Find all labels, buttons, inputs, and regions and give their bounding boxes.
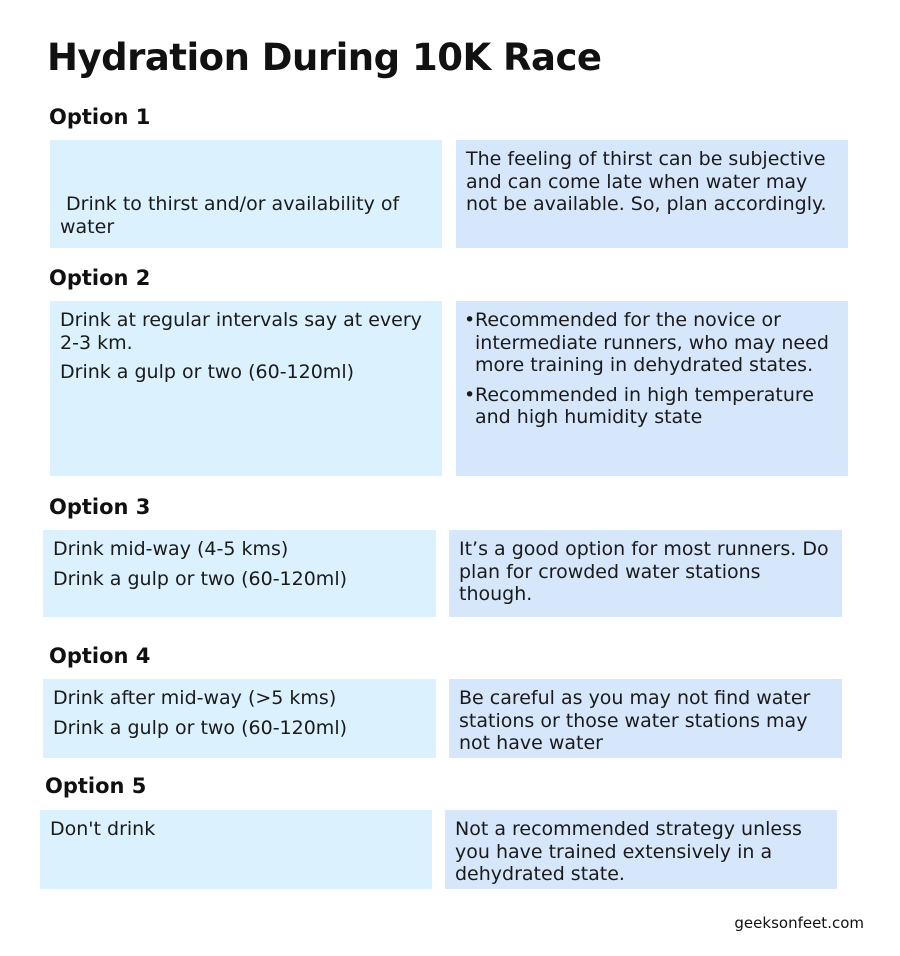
option-2-notes-list <box>464 309 838 429</box>
option-3-strategy-line-2: Drink a gulp or two (60-120ml) <box>53 567 348 590</box>
option-1-notes <box>456 140 848 248</box>
option-2-notes <box>456 301 848 476</box>
site-credit: geeksonfeet.com <box>734 914 864 932</box>
option-1-strategy-text: Drink to thirst and/or availability of water <box>60 193 406 238</box>
option-5-strategy <box>40 810 432 889</box>
option-1-strategy <box>50 140 442 248</box>
option-3-note-text: It’s a good option for most runners. Do plan for crowded water stations though. <box>459 538 829 605</box>
option-2-strategy-line-1: Drink at regular intervals say at every 2-3 km. <box>60 309 422 354</box>
option-3-label: Option 3 <box>49 495 151 519</box>
option-2-label: Option 2 <box>49 266 151 290</box>
option-5-label: Option 5 <box>45 774 147 798</box>
page-title: Hydration During 10K Race <box>47 36 602 79</box>
option-3-strategy <box>43 530 436 617</box>
option-3-notes <box>449 530 842 617</box>
option-4-notes <box>449 679 842 758</box>
option-3-strategy-line-1: Drink mid-way (4-5 kms) <box>53 538 289 560</box>
option-2-strategy <box>50 301 442 476</box>
option-4-strategy-line-1: Drink after mid-way (>5 kms) <box>53 687 337 709</box>
option-1-note-text: The feeling of thirst can be subjective and can come late when water may not be available. So, plan accordingly. <box>466 148 827 215</box>
option-1-label: Option 1 <box>49 105 151 129</box>
option-5-note-text: Not a recommended strategy unless you have trained extensively in a dehydrated state. <box>455 818 802 885</box>
option-4-strategy-line-2: Drink a gulp or two (60-120ml) <box>53 716 348 739</box>
option-2-note-1: • Recommended for the novice or intermediate runners, who may need more training in dehydrated states. <box>464 309 838 377</box>
option-4-note-text: Be careful as you may not find water stations or those water stations may not have water <box>459 687 811 754</box>
option-4-strategy <box>43 679 436 758</box>
option-2-note-2: • Recommended in high temperature and high humidity state <box>464 384 838 429</box>
option-5-notes <box>445 810 837 889</box>
option-4-label: Option 4 <box>49 644 151 668</box>
option-2-strategy-line-2: Drink a gulp or two (60-120ml) <box>60 361 355 383</box>
option-5-strategy-text: Don't drink <box>50 818 156 840</box>
